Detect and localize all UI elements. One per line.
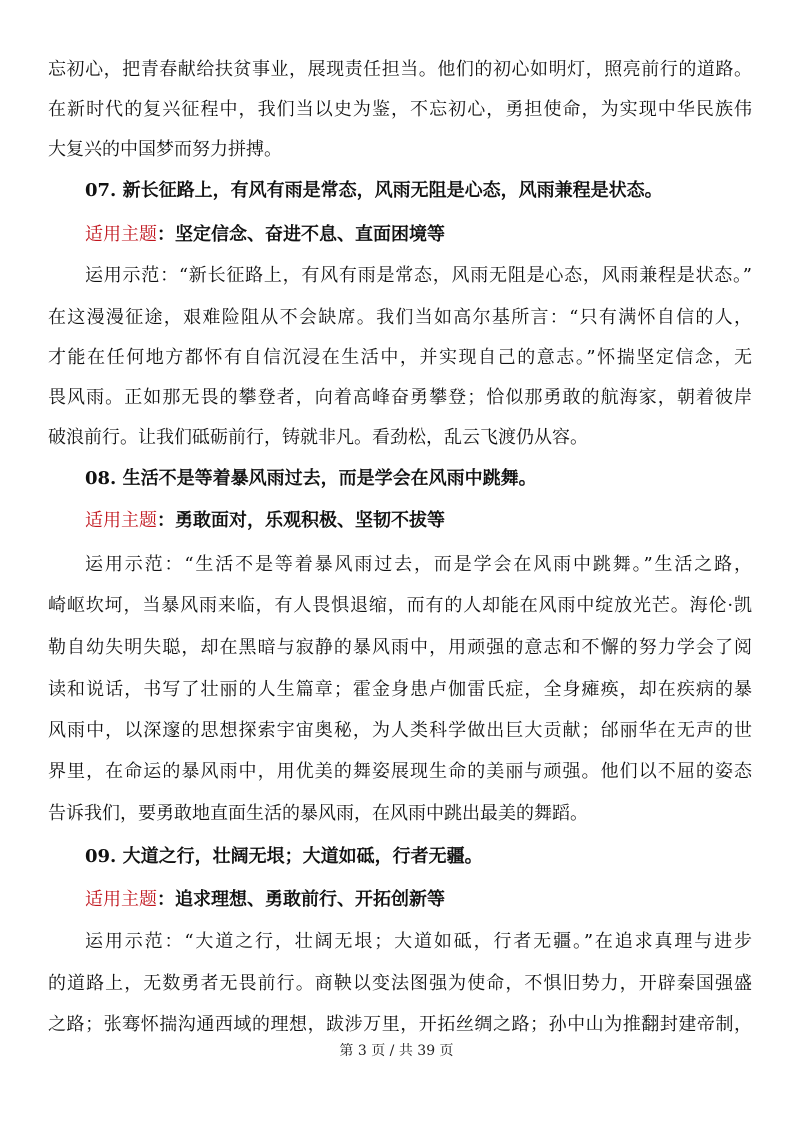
quote-heading-09: 09. 大道之行，壮阔无垠；大道如砥，行者无疆。 (85, 846, 483, 867)
theme-text: ：勇敢面对，乐观积极、坚韧不拔等 (157, 510, 445, 531)
example-line: 风雨中，以深邃的思想探索宇宙奥秘，为人类科学做出巨大贡献；邰丽华在无声的世 (48, 720, 752, 741)
example-line: 告诉我们，要勇敢地直面生活的暴风雨，在风雨中跳出最美的舞蹈。 (48, 803, 588, 824)
example-line: 运用示范：“大道之行，壮阔无垠；大道如砥，行者无疆。”在追求真理与进步 (85, 931, 752, 952)
paragraph-line: 在新时代的复兴征程中，我们当以史为鉴，不忘初心，勇担使命，为实现中华民族伟 (48, 99, 752, 120)
theme-text: ：坚定信念、奋进不息、直面困境等 (157, 224, 445, 245)
theme-label: 适用主题 (85, 224, 157, 245)
example-line: 界里，在命运的暴风雨中，用优美的舞姿展现生命的美丽与顽强。他们以不屈的姿态 (48, 761, 752, 782)
example-line: 崎岖坎坷，当暴风雨来临，有人畏惧退缩，而有的人却能在风雨中绽放光芒。海伦·凯 (48, 595, 752, 616)
paragraph-line: 忘初心，把青春献给扶贫事业，展现责任担当。他们的初心如明灯，照亮前行的道路。 (48, 59, 752, 80)
theme-line-09 (85, 888, 752, 912)
example-line: 读和说话，书写了壮丽的人生篇章；霍金身患卢伽雷氏症，全身瘫痪，却在疾病的暴 (48, 679, 752, 700)
quote-heading-08: 08. 生活不是等着暴风雨过去，而是学会在风雨中跳舞。 (85, 468, 537, 489)
theme-line-07 (85, 223, 752, 247)
theme-line-08 (85, 509, 752, 533)
example-line: 勒自幼失明失聪，却在黑暗与寂静的暴风雨中，用顽强的意志和不懈的努力学会了阅 (48, 637, 752, 658)
example-line: 破浪前行。让我们砥砺前行，铸就非凡。看劲松，乱云飞渡仍从容。 (48, 427, 588, 448)
paragraph-line: 大复兴的中国梦而努力拼搏。 (48, 139, 282, 160)
example-line: 运用示范：“生活不是等着暴风雨过去，而是学会在风雨中跳舞。”生活之路， (85, 554, 752, 575)
theme-label: 适用主题 (85, 889, 157, 910)
example-line: 才能在任何地方都怀有自信沉浸在生活中，并实现自己的意志。”怀揣坚定信念，无 (48, 347, 752, 368)
page-number: 第 3 页 / 共 39 页 (339, 1043, 454, 1059)
example-line: 在这漫漫征途，艰难险阻从不会缺席。我们当如高尔基所言：“只有满怀自信的人， (48, 307, 752, 328)
example-line: 畏风雨。正如那无畏的攀登者，向着高峰奋勇攀登；恰似那勇敢的航海家，朝着彼岸 (48, 387, 752, 408)
theme-text: ：追求理想、勇敢前行、开拓创新等 (157, 889, 445, 910)
example-line: 的道路上，无数勇者无畏前行。商鞅以变法图强为使命，不惧旧势力，开辟秦国强盛 (48, 973, 752, 994)
example-line: 之路；张骞怀揣沟通西域的理想，跋涉万里，开拓丝绸之路；孙中山为推翻封建帝制， (48, 1014, 752, 1035)
quote-heading-07: 07. 新长征路上，有风有雨是常态，风雨无阻是心态，风雨兼程是状态。 (85, 180, 663, 201)
example-line: 运用示范：“新长征路上，有风有雨是常态，风雨无阻是心态，风雨兼程是状态。” (85, 265, 752, 286)
theme-label: 适用主题 (85, 510, 157, 531)
